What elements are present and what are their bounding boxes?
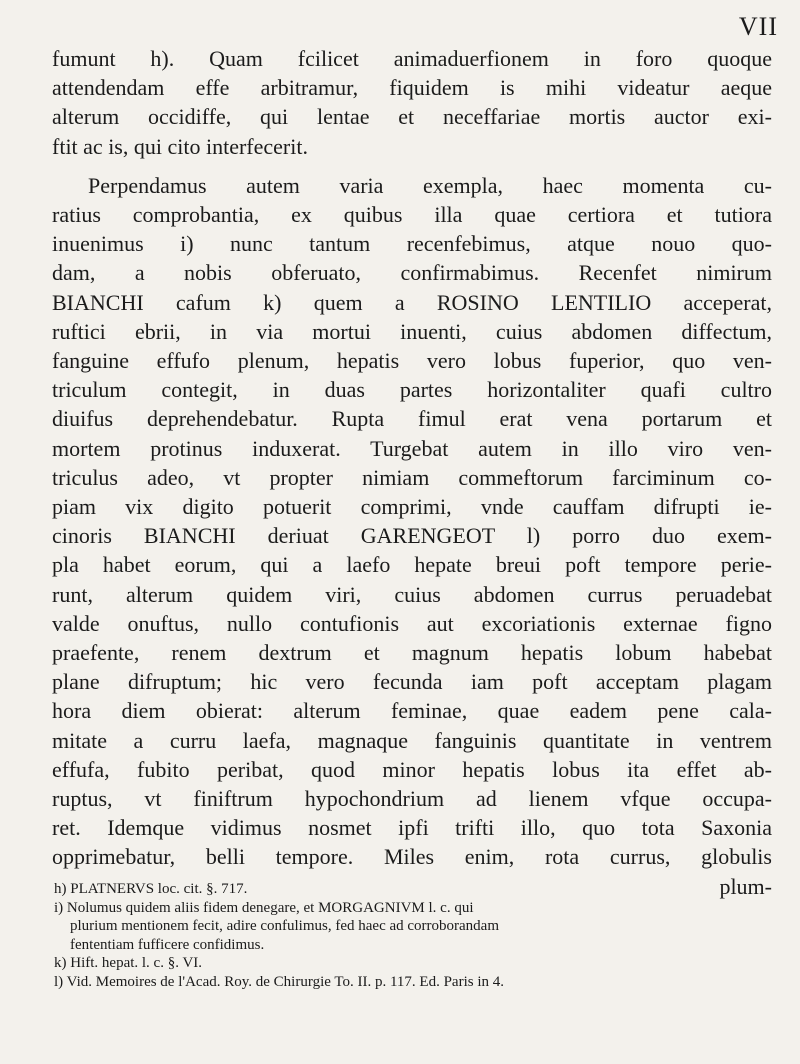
text-line: triculus adeo, vt propter nimiam commeftorum farciminum co- — [52, 464, 772, 490]
text-line: attendendam effe arbitramur, fiquidem is mihi videatur aeque — [52, 75, 772, 101]
text-line: fumunt h). Quam fcilicet animaduerfionem in foro quoque — [52, 46, 772, 71]
text-line: BIANCHI cafum k) quem a ROSINO LENTILIO acceperat, — [52, 289, 772, 315]
text-line: ftit ac is, qui cito interfecerit. — [52, 133, 308, 159]
text-line: diuifus deprehendebatur. Rupta fimul erat vena portarum et — [52, 406, 772, 432]
text-line: valde onuftus, nullo contufionis aut excoriationis externae figno — [52, 610, 772, 636]
text-line: ruptus, vt finiftrum hypochondrium ad lienem vfque occupa- — [52, 786, 772, 812]
text-line: ret. Idemque vidimus nosmet ipfi trifti illo, quo tota Saxonia — [52, 815, 772, 841]
paragraph-gap — [52, 161, 772, 171]
text-line: praefente, renem dextrum et magnum hepatis lobum habebat — [52, 640, 772, 666]
footnote-line: plurium mentionem fecit, adire confulimus, fed haec ad corroborandam — [70, 918, 500, 934]
text-line: ratius comprobantia, ex quibus illa quae certiora et tutiora — [52, 202, 772, 228]
text-line: ruftici ebrii, in via mortui inuenti, cuius abdomen diffectum, — [52, 318, 772, 344]
text-line: pla habet eorum, qui a laefo hepate breui poft tempore perie- — [52, 552, 772, 578]
footnote-line: k) Hift. hepat. l. c. §. VI. — [54, 955, 203, 971]
footnote-line: l) Vid. Memoires de l'Acad. Roy. de Chirurgie To. II. p. 117. Ed. Paris in 4. — [54, 973, 504, 990]
footnote-line: fententiam fufficere confidimus. — [70, 936, 265, 953]
text-line: opprimebatur, belli tempore. Miles enim, rota currus, globulis — [52, 844, 772, 870]
text-line: effufa, fubito peribat, quod minor hepatis lobus ita effet ab- — [52, 756, 772, 782]
catchword: plum- — [719, 873, 772, 899]
text-line: runt, alterum quidem viri, cuius abdomen currus peruadebat — [52, 581, 772, 607]
text-line: dam, a nobis obferuato, confirmabimus. Recenfet nimirum — [52, 260, 772, 286]
text-line: Perpendamus autem varia exempla, haec momenta cu- — [88, 172, 772, 198]
page-number: VII — [738, 12, 778, 41]
footnotes — [54, 880, 774, 991]
text-line: cinoris BIANCHI deriuat GARENGEOT l) porro duo exem- — [52, 523, 772, 549]
footnote-line: h) PLATNERVS loc. cit. §. 717. — [54, 881, 248, 897]
main-text — [52, 44, 772, 901]
text-line: mortem protinus induxerat. Turgebat autem in illo viro ven- — [52, 435, 772, 461]
text-line: plane difruptum; hic vero fecunda iam poft acceptam plagam — [52, 669, 772, 695]
text-line: mitate a curru laefa, magnaque fanguinis quantitate in ventrem — [52, 727, 772, 753]
text-line: inuenimus i) nunc tantum recenfebimus, atque nouo quo- — [52, 231, 772, 257]
footnote-line: i) Nolumus quidem aliis fidem denegare, et MORGAGNIVM l. c. qui — [54, 899, 474, 916]
text-line: triculum contegit, in duas partes horizontaliter quafi cultro — [52, 377, 772, 403]
text-line: fanguine effufo plenum, hepatis vero lobus fuperior, quo ven- — [52, 348, 772, 374]
text-line: alterum occidiffe, qui lentae et neceffariae mortis auctor exi- — [52, 104, 772, 130]
text-line: piam vix digito potuerit comprimi, vnde cauffam difrupti ie- — [52, 494, 772, 520]
text-line: hora diem obierat: alterum feminae, quae eadem pene cala- — [52, 698, 772, 724]
